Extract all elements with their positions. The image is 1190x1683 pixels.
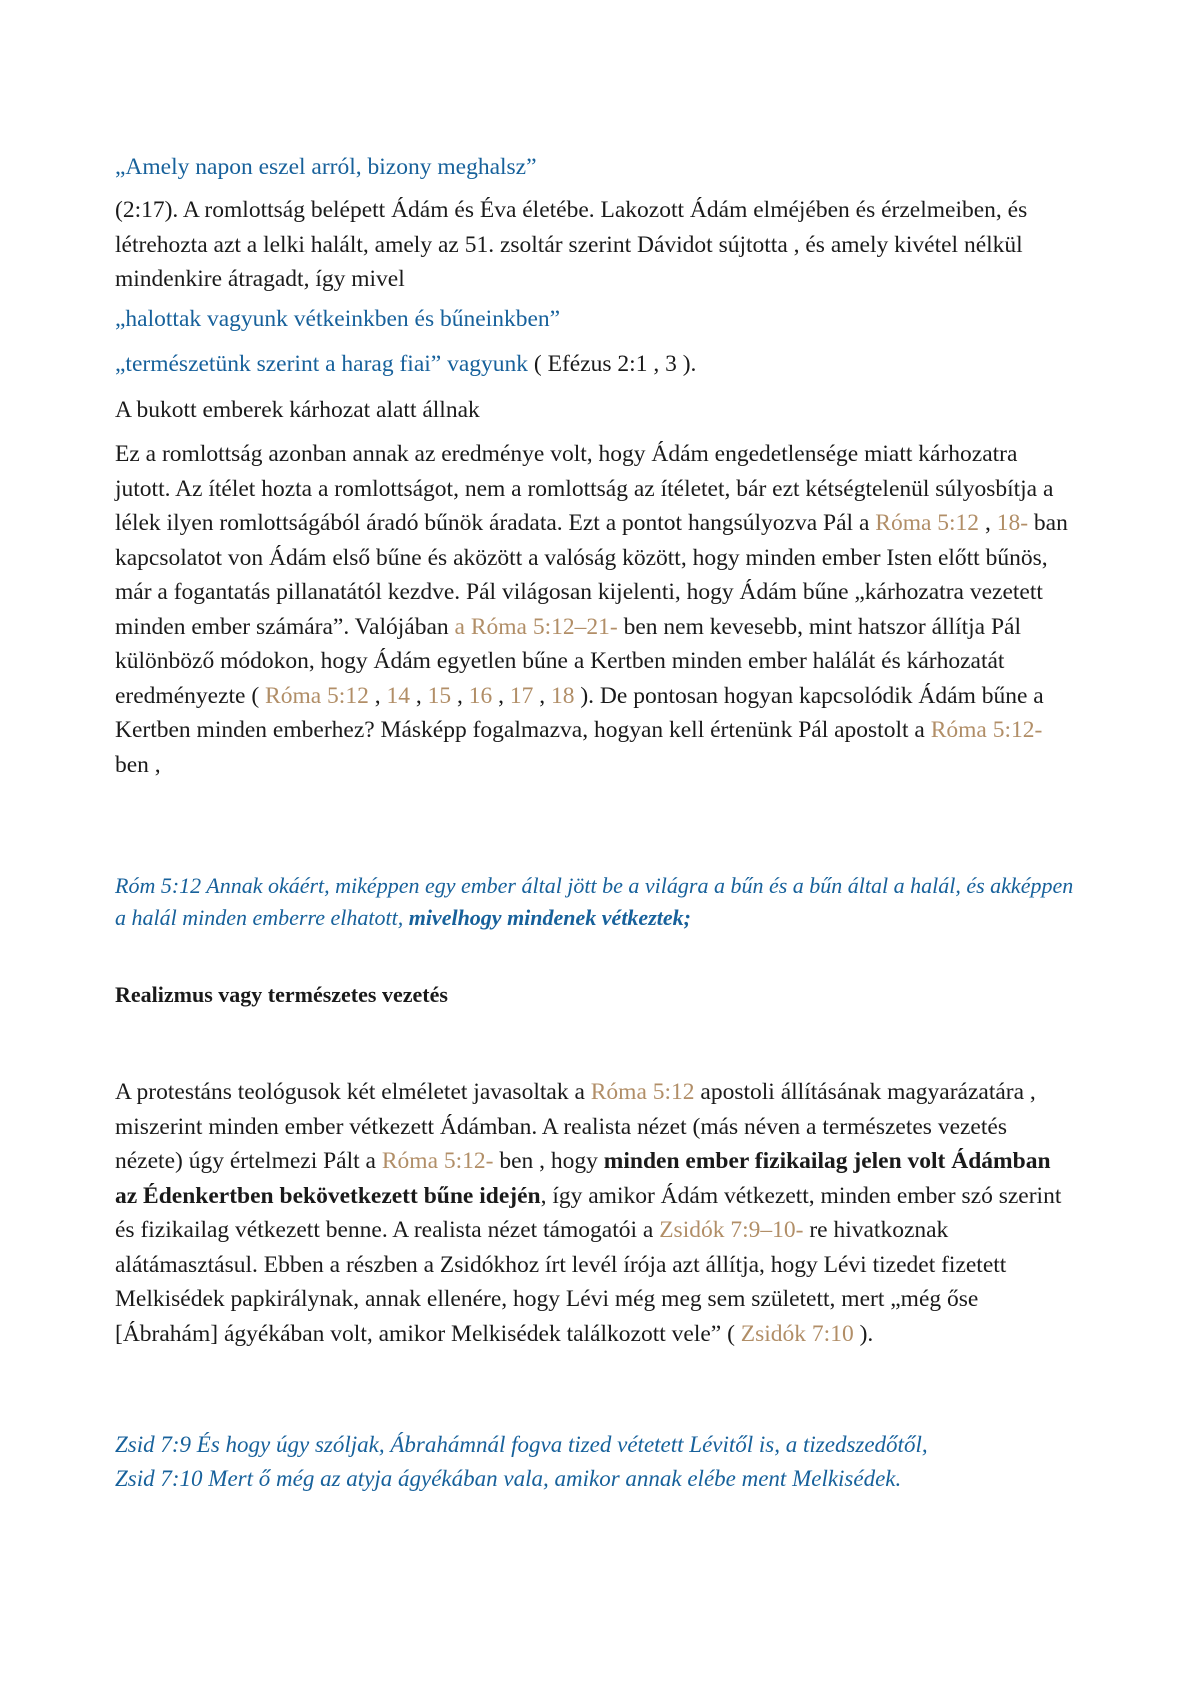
reference-link[interactable]: Róma 5:12 bbox=[265, 682, 369, 709]
reference-link[interactable]: a Róma 5:12–21- bbox=[454, 613, 618, 640]
quote-termeszetunk bbox=[115, 347, 1075, 382]
paragraph-text: (2:17). A romlottság belépett Ádám és Éva életébe. Lakozott Ádám elméjében és érzelmeiben, és létrehozta azt a lelki halált, amely az 51. zsoltár szerint Dávidot sújtotta , és amely kivétel nélkül mindenkire átragadt, így mivel bbox=[115, 197, 1028, 292]
paragraph-realizmus bbox=[115, 1075, 1075, 1351]
separator: , bbox=[492, 682, 510, 709]
text-run: A protestáns teológusok két elméletet javasoltak a bbox=[115, 1079, 591, 1105]
verse-romans-5-12 bbox=[115, 870, 1075, 934]
reference-link[interactable]: Róma 5:12 bbox=[875, 510, 980, 536]
reference-link[interactable]: Róma 5:12 bbox=[590, 1079, 695, 1105]
paragraph-karhozat bbox=[115, 437, 1075, 782]
quote-text: „természetünk szerint a harag fiai” vagyunk bbox=[115, 351, 529, 377]
heading-text: Realizmus vagy természetes vezetés bbox=[115, 982, 448, 1007]
separator: , bbox=[451, 682, 469, 709]
separator: , bbox=[533, 682, 551, 709]
reference-link[interactable]: 18- bbox=[996, 510, 1029, 536]
paren-close: ). bbox=[676, 351, 697, 377]
text-run: re hivatkoznak alátámasztásul. Ebben a részben a Zsidókhoz írt levél írója azt állítja, hogy Lévi tizedet fizetett Melkisédek papkirálynak, annak ellenére, hogy Lévi még meg sem született, mert „még őse [Ábrahám] ágyékában volt, amikor Melkisédek találkozott vele” ( bbox=[115, 1217, 1007, 1347]
verse-line: Zsid 7:9 És hogy úgy szóljak, Ábrahámnál fogva tized vétetett Lévitől is, a tizedszedőtől, bbox=[115, 1432, 928, 1457]
text-run: , így amikor Ádám vétkezett, minden ember szó szerint és fizikailag vétkezett benne. A realista nézet támogatói a bbox=[115, 1182, 1062, 1243]
text-run: ben nem kevesebb, mint hatszor állítja Pál különböző módokon, hogy Ádám egyetlen bűne a Kertben minden ember halálát és kárhozatát eredményezte ( bbox=[115, 613, 1022, 709]
text-run: , bbox=[979, 510, 997, 536]
verse-emphasis: mivelhogy mindenek vétkeztek; bbox=[408, 905, 691, 930]
subheading-bukott bbox=[115, 393, 1075, 428]
verse-hebrews-7 bbox=[115, 1428, 1075, 1496]
verse-text: Róm 5:12 Annak okáért, miképpen egy ember által jött be a világra a bűn és a bűn által a halál, és akképpen a halál minden emberre elhatott, bbox=[115, 873, 1074, 930]
quote-text: „halottak vagyunk vétkeinkben és bűneinkben” bbox=[115, 306, 561, 332]
text-run: apostoli állításának magyarázatára , miszerint minden ember vétkezett Ádámban. A realista nézet (más néven a természetes vezetés nézete) úgy értelmezi Pált a bbox=[115, 1079, 1036, 1174]
quote-text: „Amely napon eszel arról, bizony meghalsz” bbox=[115, 154, 537, 180]
reference-link[interactable]: 17 bbox=[509, 682, 534, 709]
quote-halottak bbox=[115, 302, 1075, 337]
reference-link[interactable]: 18 bbox=[550, 682, 575, 709]
reference-link[interactable]: 14 bbox=[386, 682, 410, 709]
verse-line: Zsid 7:10 Mert ő még az atyja ágyékában vala, amikor annak elébe ment Melkisédek. bbox=[115, 1466, 902, 1491]
paragraph-romlottsag bbox=[115, 193, 1075, 297]
subheading-text: A bukott emberek kárhozat alatt állnak bbox=[115, 397, 480, 423]
text-run: ben , bbox=[115, 751, 161, 778]
reference-link[interactable]: Zsidók 7:9–10- bbox=[659, 1217, 804, 1243]
text-run: Ez a romlottság azonban annak az eredménye volt, hogy Ádám engedetlensége miatt kárhozatra jutott. Az ítélet hozta a romlottságot, nem a romlottság az ítéletet, bár ezt kétségtelenül súlyosbítja a lélek ilyen romlottságából áradó bűnök áradata. Ezt a pontot hangsúlyozva Pál a bbox=[115, 441, 1054, 536]
reference-link[interactable]: Róma 5:12- bbox=[381, 1148, 494, 1174]
paren-open: ( bbox=[528, 351, 548, 377]
emphasis-text: minden ember fizikailag jelen volt Ádámban az Édenkertben bekövetkezett bűne idején bbox=[115, 1148, 1051, 1209]
quote-genesis bbox=[115, 150, 1075, 185]
reference-link[interactable]: Róma 5:12- bbox=[930, 717, 1043, 743]
reference-link[interactable]: 15 bbox=[427, 682, 452, 709]
text-run: ). De pontosan hogyan kapcsolódik Ádám bűne a Kertben minden emberhez? Másképp fogalmazva, hogyan kell értenünk Pál apostolt a bbox=[115, 682, 1044, 743]
section-heading bbox=[115, 978, 1075, 1013]
reference-link[interactable]: Zsidók 7:10 bbox=[740, 1320, 854, 1347]
reference-efezus: Efézus 2:1 , 3 bbox=[547, 351, 677, 377]
text-run: ban kapcsolatot von Ádám első bűne és aközött a valóság között, hogy minden ember Isten előtt bűnös, már a fogantatás pillanatától kezdve. Pál világosan kijelenti, hogy Ádám bűne „kárhozatra vezetett minden ember számára”. Valójában bbox=[115, 510, 1068, 640]
separator: , bbox=[409, 682, 428, 709]
reference-link[interactable]: 16 bbox=[468, 682, 493, 709]
text-run: ). bbox=[853, 1320, 874, 1347]
text-run: ben , hogy bbox=[493, 1148, 604, 1174]
separator: , bbox=[368, 682, 387, 709]
